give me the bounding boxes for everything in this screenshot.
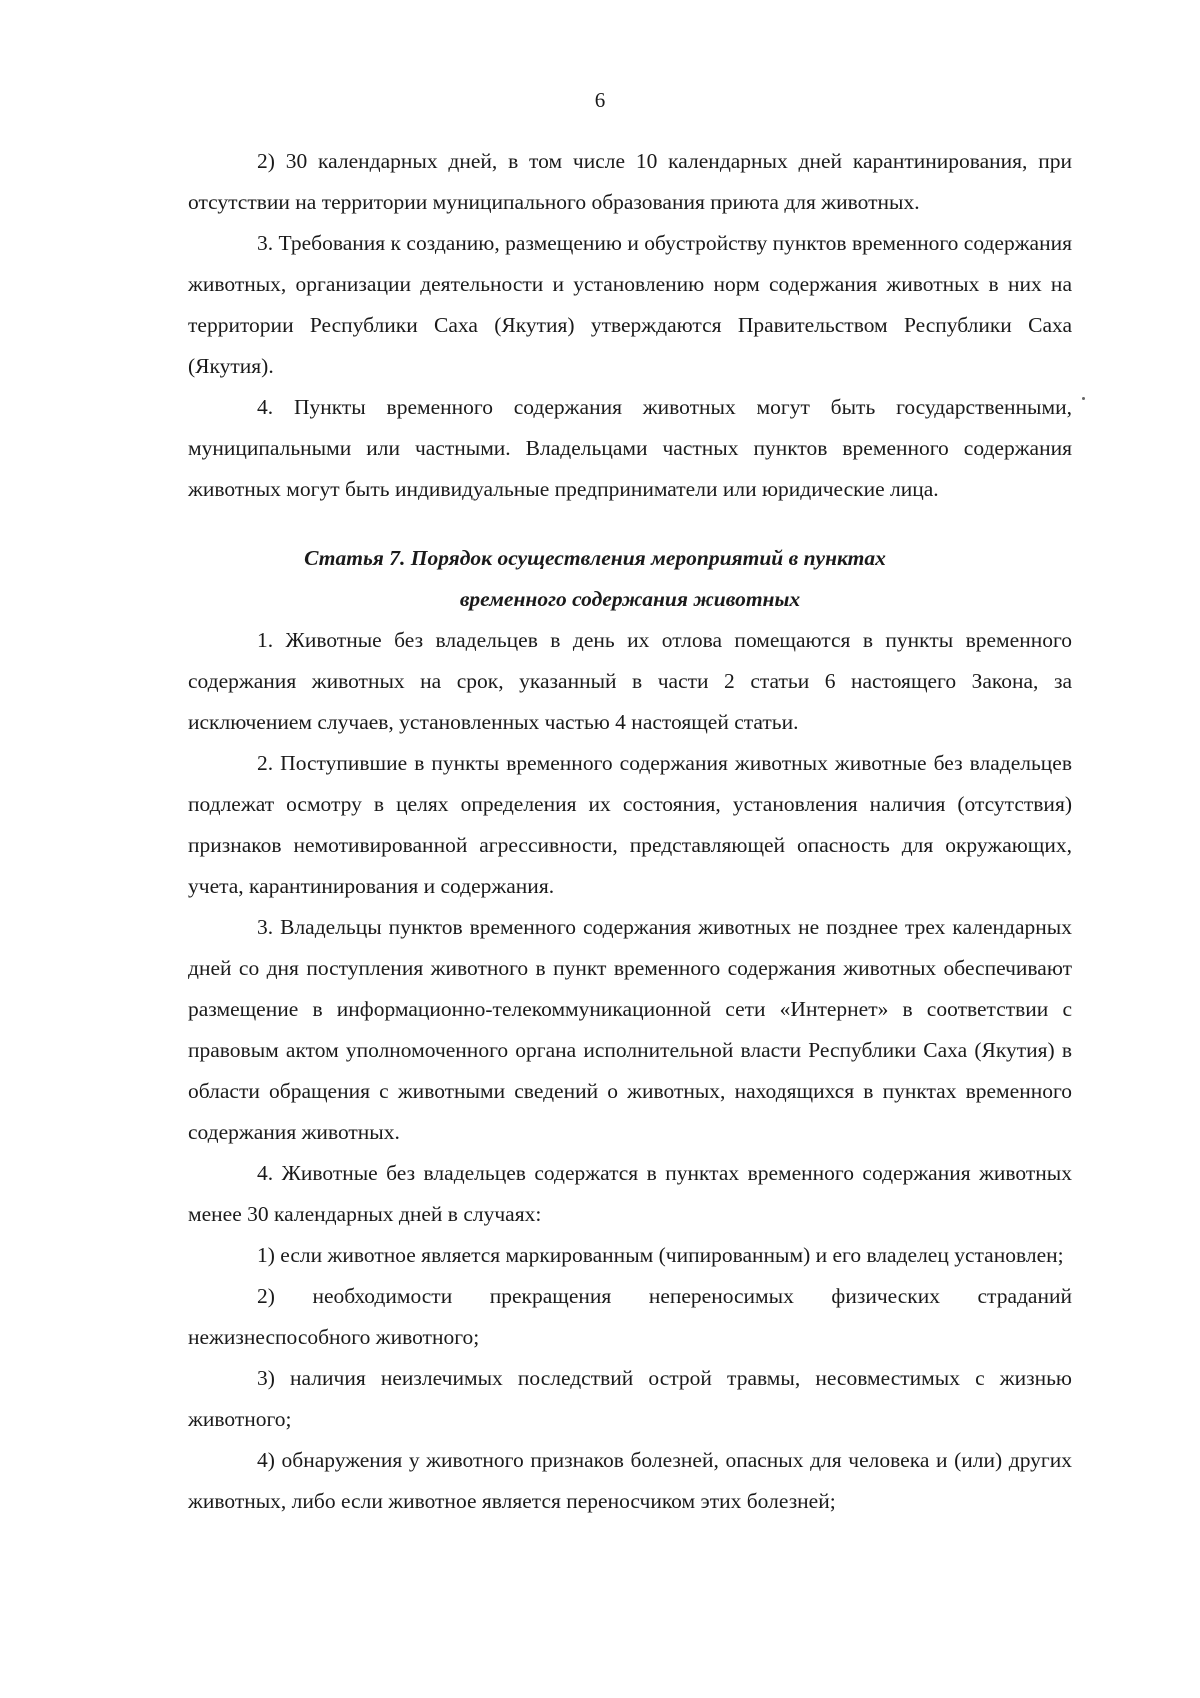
article-7-heading (188, 538, 1072, 620)
article-list-item-3: 3) наличия неизлечимых последствий острой травмы, несовместимых с жизнью животного; (188, 1366, 1072, 1431)
article-paragraph-1: 1. Животные без владельцев в день их отлова помещаются в пункты временного содержания животных на срок, указанный в части 2 статьи 6 настоящего Закона, за исключением случаев, установленных частью 4 настоящей статьи. (188, 628, 1072, 734)
article-list-item-1: 1) если животное является маркированным (чипированным) и его владелец установлен; (257, 1243, 1064, 1267)
article-title-line-2: временного содержания животных (459, 587, 801, 611)
article-title-line-1: Статья 7. Порядок осуществления мероприятий в пунктах (304, 546, 886, 570)
article-paragraph-2: 2. Поступившие в пункты временного содержания животных животные без владельцев подлежат осмотру в целях определения их состояния, установления наличия (отсутствия) признаков немотивированной агрессивности, представляющей опасность для окружающих, учета, карантинирования и содержания. (188, 751, 1072, 898)
page-number: 6 (594, 88, 606, 112)
paragraph-requirements: 3. Требования к созданию, размещению и обустройству пунктов временного содержания животных, организации деятельности и установлению норм содержания животных в них на территории Республики Саха (Якутия) утверждаются Правительством Республики Саха (Якутия). (188, 231, 1072, 378)
article-paragraph-4: 4. Животные без владельцев содержатся в пунктах временного содержания животных менее 30 календарных дней в случаях: (188, 1161, 1072, 1226)
article-list-item-4: 4) обнаружения у животного признаков болезней, опасных для человека и (или) других животных, либо если животное является переносчиком этих болезней; (188, 1448, 1072, 1513)
article-paragraph-3: 3. Владельцы пунктов временного содержания животных не позднее трех календарных дней со дня поступления животного в пункт временного содержания животных обеспечивают размещение в информационно-телекоммуникационной сети «Интернет» в соответствии с правовым актом уполномоченного органа исполнительной власти Республики Саха (Якутия) в области обращения с животными сведений о животных, находящихся в пунктах временного содержания животных. (188, 915, 1072, 1144)
article-list-item-2: 2) необходимости прекращения непереносимых физических страданий нежизнеспособного животного; (188, 1284, 1072, 1349)
scan-speck (1082, 397, 1085, 400)
paragraph-ownership: 4. Пункты временного содержания животных могут быть государственными, муниципальными или частными. Владельцами частных пунктов временного содержания животных могут быть индивидуальные предприниматели или юридические лица. (188, 395, 1072, 501)
paragraph-item-2-30-days: 2) 30 календарных дней, в том числе 10 календарных дней карантинирования, при отсутствии на территории муниципального образования приюта для животных. (188, 149, 1072, 214)
document-body (188, 141, 1072, 1522)
